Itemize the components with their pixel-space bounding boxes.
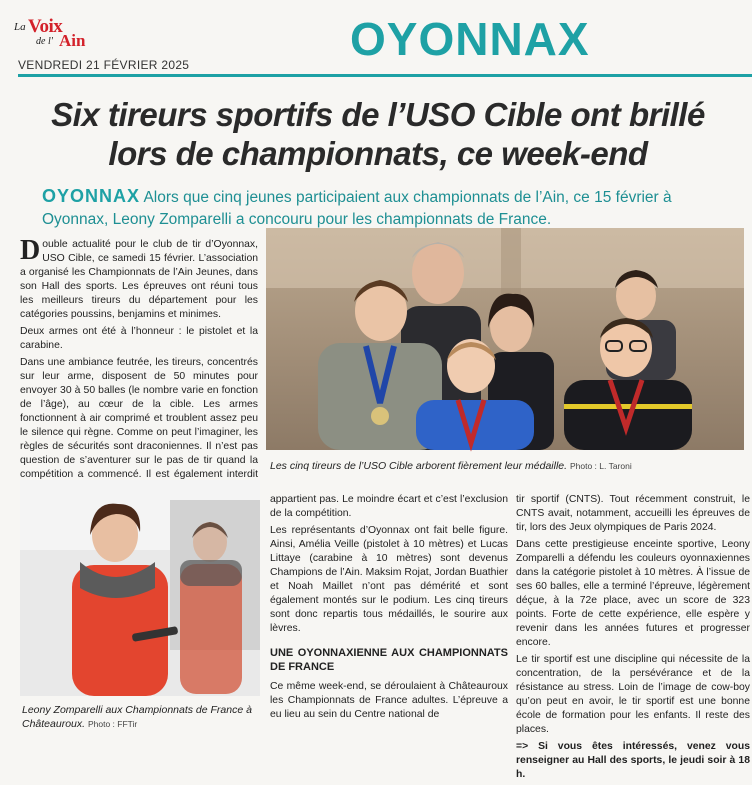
logo-de: de l' — [36, 36, 53, 47]
athlete-photo-illustration — [20, 480, 260, 696]
article-lead — [42, 185, 742, 231]
call-to-action: => Si vous êtes intéressés, venez vous renseigner au Hall des sports, le jeudi soir à 18 h. — [516, 741, 750, 780]
caption-text: Les cinq tireurs de l’USO Cible arborent fièrement leur médaille. — [270, 460, 568, 472]
article-column-3 — [516, 493, 750, 785]
paragraph — [20, 235, 258, 322]
article-column-1 — [20, 235, 258, 499]
paragraph: Le tir sportif est une discipline qui nécessite de la concentration, de la persévérance et de la résistance au stress. Loin de l’image de cow-boy qu’on peut en avoir, le tir sportif est une bonne école de formation pour les enfants. Il reste des places. — [516, 654, 750, 735]
photo-caption-1 — [270, 460, 750, 472]
paragraph-text: ouble actualité pour le club de tir d’Oyonnax, USO Cible, ce samedi 15 février. L’association a organisé les Championnats de l’Ain Jeunes, dans son Hall des sports. Les épreuves ont réuni tous les meilleurs tireurs du département pour les catégories poussins, benjamins et minimes. — [20, 239, 258, 320]
paragraph: Dans une ambiance feutrée, les tireurs, concentrés sur leur arme, disposent de 50 minutes pour envoyer 30 à 50 balles (le nombre varie en fonction de l’âge), au cœur de la cible. Les armes fonctionnent à air comprimé et troublent assez peu le silence qui règne. Comme on peut l’imaginer, les règles de sécurités sont draconiennes. Il n’est pas question de s’aventurer sur le pas de tir quand la compétition a commencé. Il est également interdit — [20, 357, 258, 480]
lead-city: OYONNAX — [42, 186, 141, 206]
athlete-photo — [20, 480, 260, 696]
article-subhead: UNE OYONNAXIENNE AUX CHAMPIONNATS DE FRANCE — [270, 647, 508, 673]
photo-credit: Photo : L. Taroni — [569, 461, 632, 471]
section-title: OYONNAX — [350, 13, 590, 65]
caption-text: Leony Zomparelli aux Championnats de France à Châteauroux. — [22, 704, 252, 730]
logo-voix: Voix — [28, 16, 63, 37]
article-column-2 — [270, 493, 508, 725]
paragraph: Dans cette prestigieuse enceinte sportive, Leony Zomparelli a défendu les couleurs oyonnaxiennes dans la catégorie pistolet à 10 mètres. À l’issue de ses 60 balles, elle a terminé l’épreuve, légèrement déçue, à la 72e place, avec un score de 323 points. Forte de cette expérience, elle espère y revenir dans les années futures et progresser encore. — [516, 539, 750, 648]
photo-caption-2 — [22, 703, 262, 731]
logo-ain: Ain — [59, 31, 86, 50]
photo-credit: Photo : FFTir — [87, 719, 138, 729]
group-photo — [266, 228, 744, 450]
lead-text: Alors que cinq jeunes participaient aux championnats de l’Ain, ce 15 février à Oyonnax, Leony Zomparelli a concouru pour les championnats de France. — [42, 189, 672, 228]
publication-date: VENDREDI 21 FÉVRIER 2025 — [18, 58, 190, 72]
logo-la: La — [14, 21, 26, 33]
header-rule — [18, 74, 752, 77]
paragraph: appartient pas. Le moindre écart et c’est l’exclusion de la compétition. — [270, 494, 508, 519]
paragraph: Deux armes ont été à l’honneur : le pistolet et la carabine. — [20, 326, 258, 351]
paragraph: tir sportif (CNTS). Tout récemment construit, le CNTS avait, notamment, accueilli les épreuves de tir, lors des Jeux olympiques de Paris 2024. — [516, 494, 750, 533]
drop-cap: D — [20, 235, 41, 266]
newspaper-logo — [14, 16, 104, 56]
group-photo-illustration — [266, 228, 744, 450]
article-headline: Six tireurs sportifs de l’USO Cible ont brillé lors de championnats, ce week-end — [51, 96, 705, 172]
paragraph: Les représentants d’Oyonnax ont fait belle figure. Ainsi, Amélia Veille (pistolet à 10 mètres) et Lucas Littaye (carabine à 10 mètres) sont devenus Champions de l’Ain. Maksim Rojat, Jordan Buathier et Noah Maillet n’ont pas démérité et sont également montés sur le podium. Les cinq tireurs sont donc repartis tous médaillés, le sourire aux lèvres. — [270, 525, 508, 634]
paragraph: Ce même week-end, se déroulaient à Châteauroux les Championnats de France adultes. L’épreuve a eu lieu au sein du Centre national de — [270, 681, 508, 720]
